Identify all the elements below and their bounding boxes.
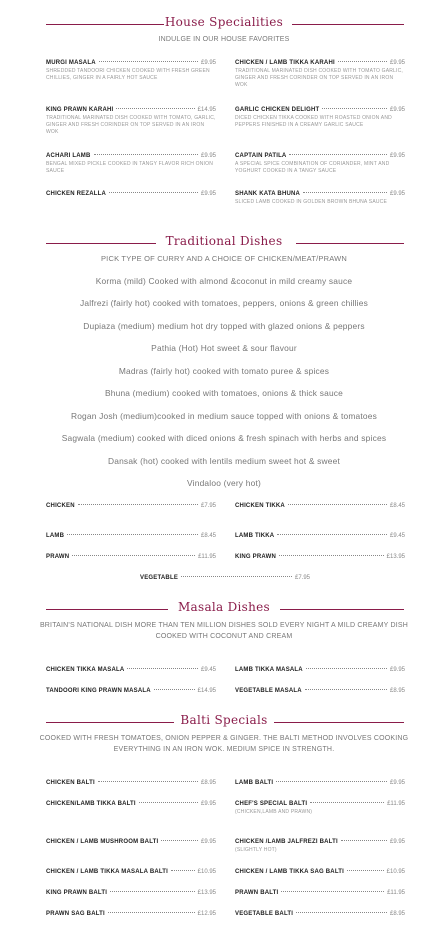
menu-item: TANDOORI KING PRAWN MASALA £14.95 xyxy=(46,688,216,694)
traditional-header xyxy=(0,234,448,252)
menu-item: CHICKEN/LAMB TIKKA BALTI £9.95 xyxy=(46,801,216,807)
menu-item: CHICKEN TIKKA £8.45 xyxy=(235,503,405,509)
menu-item: CHICKEN £7.95 xyxy=(46,503,216,509)
curry-intro: PICK TYPE OF CURRY AND A CHOICE OF CHICKEN/MEAT/PRAWN xyxy=(100,254,348,263)
menu-item: LAMB BALTI £9.95 xyxy=(235,780,405,786)
curry-line: Jalfrezi (fairly hot) cooked with tomatoes, peppers, onions & green chillies xyxy=(80,298,368,308)
curry-line: Rogan Josh (medium)cooked in medium sauce topped with onions & tomatoes xyxy=(70,411,378,421)
menu-item: CHICKEN BALTI £8.95 xyxy=(46,780,216,786)
balti-header xyxy=(0,713,448,731)
menu-item: CHICKEN / LAMB TIKKA MASALA BALTI £10.95 xyxy=(46,869,216,875)
menu-item: CHICKEN / LAMB TIKKA SAG BALTI £10.95 xyxy=(235,869,405,875)
menu-item: PRAWN £11.95 xyxy=(46,554,216,560)
curry-line: Vindaloo (very hot) xyxy=(187,478,261,488)
traditional-title: Traditional Dishes xyxy=(165,234,283,248)
menu-item: ACHARI LAMB £9.95 BENGAL MIXED PICKLE COOKED IN TANGY FLAVOR RICH ONION SAUCE xyxy=(46,153,216,174)
menu-item: PRAWN BALTI £11.95 xyxy=(235,890,405,896)
menu-item: KING PRAWN KARAHI £14.95 TRADITIONAL MARINATED DISH COOKED WITH TOMATO, GARLIC, GINGER AND FRESH CORINDER ON TOP SERVED IN AN IRON WOK xyxy=(46,107,216,135)
curry-line: Sagwala (medium) cooked with diced onions & fresh spinach with herbs and spices xyxy=(61,433,387,443)
house-subtitle: INDULGE IN OUR HOUSE FAVORITES xyxy=(158,36,290,43)
menu-item: KING PRAWN £13.95 xyxy=(235,554,405,560)
menu-item: MURGI MASALA £9.95 SHREDDED TANDOORI CHICKEN COOKED WITH FRESH GREEN CHILLIES, GINGER IN A FAIRLY HOT SAUCE xyxy=(46,60,216,81)
menu-item: VEGETABLE BALTI £8.95 xyxy=(235,911,405,917)
menu-item: LAMB TIKKA £9.45 xyxy=(235,533,405,539)
menu-item: LAMB TIKKA MASALA £9.95 xyxy=(235,667,405,673)
masala-title: Masala Dishes xyxy=(177,600,271,614)
menu-item: CHICKEN TIKKA MASALA £9.45 xyxy=(46,667,216,673)
curry-line: Korma (mild) Cooked with almond &coconut in mild creamy sauce xyxy=(95,276,353,286)
menu-item: GARLIC CHICKEN DELIGHT £9.95 DICED CHICKEN TIKKA COOKED WITH ROASTED ONION AND PEPPERS FINISHED IN A CREAMY GARLIC SAUCE xyxy=(235,107,405,128)
menu-item: CHICKEN / LAMB TIKKA KARAHI £9.95 TRADITIONAL MARINATED DISH COOKED WITH TOMATO GARLIC, GINGER AND FRESH CORINDER ON TOP SERVED IN AN IRON WOK xyxy=(235,60,405,88)
menu-item: CHEF'S SPECIAL BALTI £11.95 (CHICKEN,LAMB AND PRAWN) xyxy=(235,801,405,815)
balti-title: Balti Specials xyxy=(180,713,268,727)
menu-item: CHICKEN REZALLA £9.95 xyxy=(46,191,216,197)
house-header xyxy=(0,15,448,33)
balti-subtitle: COOKED WITH FRESH TOMATOES, ONION PEPPER & GINGER. THE BALTI METHOD INVOLVES COOKING EVERYTHING IN AN IRON WOK. MEDIUM SPICE IN STRENGTH. xyxy=(39,735,409,753)
masala-subtitle: BRITAIN'S NATIONAL DISH MORE THAN TEN MILLION DISHES SOLD EVERY NIGHT A MILD CREAMY DISH COOKED WITH COCONUT AND CREAM xyxy=(39,622,409,640)
curry-line: Dupiaza (medium) medium hot dry topped with glazed onions & peppers xyxy=(83,321,365,331)
curry-line: Pathia (Hot) Hot sweet & sour flavour xyxy=(151,343,297,353)
menu-item: CAPTAIN PATILA £9.95 A SPECIAL SPICE COMBINATION OF CORIANDER, MINT AND YOGHURT COOKED IN A TANGY SAUCE xyxy=(235,153,405,174)
curry-line: Bhuna (medium) cooked with tomatoes, onions & thick sauce xyxy=(104,388,344,398)
menu-item: KING PRAWN BALTI £13.95 xyxy=(46,890,216,896)
menu-item: LAMB £8.45 xyxy=(46,533,216,539)
house-title: House Specialities xyxy=(164,15,284,29)
menu-item: CHICKEN /LAMB JALFREZI BALTI £9.95 (SLIGHTLY HOT) xyxy=(235,839,405,853)
curry-line: Dansak (hot) cooked with lentils medium sweet hot & sweet xyxy=(107,456,341,466)
curry-line: Madras (fairly hot) cooked with tomato puree & spices xyxy=(118,366,330,376)
menu-item: PRAWN SAG BALTI £12.95 xyxy=(46,911,216,917)
menu-item: SHANK KATA BHUNA £9.95 SLICED LAMB COOKED IN GOLDEN BROWN BHUNA SAUCE xyxy=(235,191,405,205)
menu-item: VEGETABLE £7.95 xyxy=(140,575,310,581)
menu-item: VEGETABLE MASALA £8.95 xyxy=(235,688,405,694)
masala-header xyxy=(0,600,448,618)
menu-item: CHICKEN / LAMB MUSHROOM BALTI £9.95 xyxy=(46,839,216,845)
